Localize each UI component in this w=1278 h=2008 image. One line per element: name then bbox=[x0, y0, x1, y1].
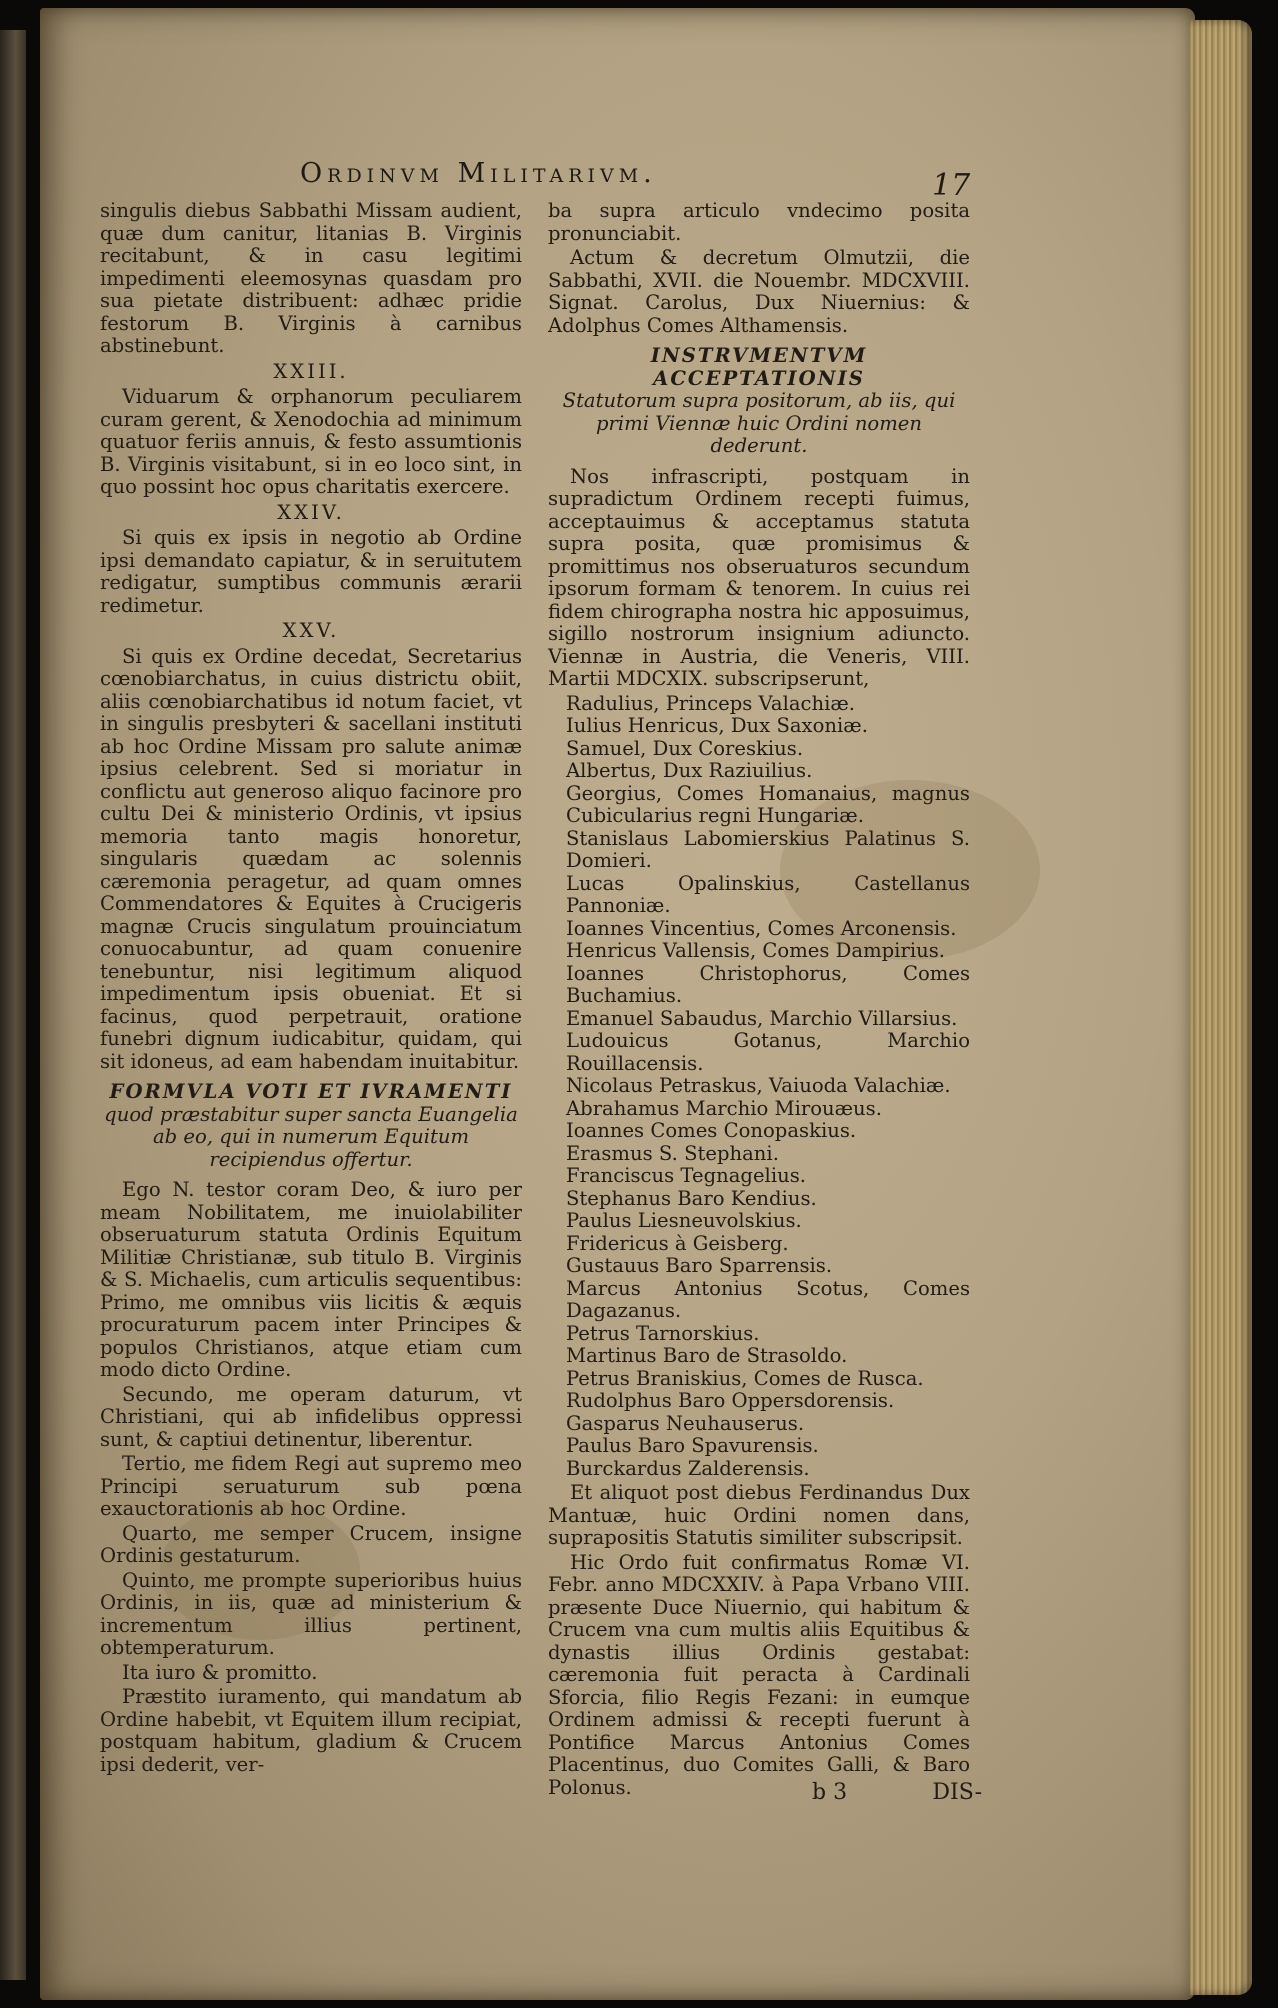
signatory-name: Paulus Liesneuvolskius. bbox=[566, 1209, 802, 1232]
signatory-name: Rudolphus Baro Oppersdorensis. bbox=[566, 1389, 895, 1412]
catchword: DIS- bbox=[932, 1780, 982, 1805]
previous-page-edge bbox=[0, 30, 26, 1980]
signatory-name: Marcus Antonius Scotus, Comes Dagazanus. bbox=[566, 1276, 970, 1322]
section-heading: INSTRVMENTVM ACCEPTATIONIS bbox=[650, 344, 868, 390]
running-title: Ordinvm Militarivm. bbox=[300, 158, 657, 189]
signatory-name: Burckardus Zalderensis. bbox=[566, 1456, 810, 1480]
page-footer bbox=[812, 1780, 982, 1805]
paragraph: Ego N. testor coram Deo, & iuro per meam Nobilitatem, me inuiolabiliter obseruaturum statuta Ordinis Equitum Militiæ Christianæ, sub titulo B. Virginis & S. Michaelis, cum articulis sequentibus: Primo, me omnibus viis licitis & æquis procuraturum pacem inter Principes & populos Christianos, atque etiam cum modo dicto Ordine. bbox=[100, 1178, 522, 1381]
section-heading: FORMVLA VOTI ET IVRAMENTI bbox=[109, 1080, 513, 1103]
section-subheading: quod præstabitur super sancta Euangelia ab eo, qui in numerum Equitum recipiendus offertur. bbox=[104, 1102, 518, 1171]
signatory-name: Ioannes Vincentius, Comes Arconensis. bbox=[566, 916, 957, 940]
signatory-list bbox=[548, 693, 970, 1481]
paragraph: Viduarum & orphanorum peculiarem curam gerent, & Xenodochia ad minimum quatuor feriis annuis, & festo assumtionis B. Virginis visitabunt, si in eo loco sint, in quo possint hoc opus charitatis exercere. bbox=[100, 385, 522, 498]
signatory-name: Lucas Opalinskius, Castellanus Pannoniæ. bbox=[566, 871, 970, 917]
paragraph: Si quis ex ipsis in negotio ab Ordine ipsi demandato capiatur, & in seruitutem redigatur, sumptibus communis ærarii redimetur. bbox=[100, 526, 522, 617]
article-number: XXIV. bbox=[277, 500, 345, 524]
signatory-name: Abrahamus Marchio Mirouæus. bbox=[566, 1096, 882, 1120]
paragraph: Ita iuro & promitto. bbox=[122, 1660, 318, 1684]
article-number: XXIII. bbox=[273, 359, 349, 383]
signatory-name: Nicolaus Petraskus, Vaiuoda Valachiæ. bbox=[566, 1074, 951, 1097]
left-column bbox=[100, 200, 522, 1778]
signatory-name: Fridericus à Geisberg. bbox=[566, 1231, 789, 1255]
signatory-name: Stanislaus Labomierskius Palatinus S. Domieri. bbox=[566, 826, 970, 872]
article-number: XXV. bbox=[282, 619, 340, 642]
paragraph: Tertio, me fidem Regi aut supremo meo Principi seruaturum sub pœna exauctorationis ab hoc Ordine. bbox=[100, 1452, 522, 1520]
signatory-name: Stephanus Baro Kendius. bbox=[566, 1186, 817, 1210]
signatory-name: Ludouicus Gotanus, Marchio Rouillacensis. bbox=[566, 1029, 970, 1075]
right-column bbox=[548, 200, 970, 1801]
signatory-name: Franciscus Tegnagelius. bbox=[566, 1164, 806, 1187]
signatory-name: Henricus Vallensis, Comes Dampirius. bbox=[566, 939, 945, 962]
signatory-name: Gasparus Neuhauserus. bbox=[566, 1411, 805, 1435]
signatory-name: Petrus Tarnorskius. bbox=[566, 1321, 760, 1345]
signatory-name: Gustauus Baro Sparrensis. bbox=[566, 1254, 833, 1277]
signatory-name: Radulius, Princeps Valachiæ. bbox=[566, 691, 856, 715]
page-number: 17 bbox=[932, 168, 971, 203]
paragraph: Nos infrascripti, postquam in supradictum Ordinem recepti fuimus, acceptauimus & acceptamus statuta supra posita, quæ promisimus & promittimus nos obseruaturos secundum ipsorum formam & tenorem. In cuius rei fidem chirographa nostra hic apposuimus, sigillo nostrorum insignium adiuncto. Viennæ in Austria, die Veneris, VIII. Martii MDCXIX. subscripserunt, bbox=[548, 464, 970, 690]
paragraph: Præstito iuramento, qui mandatum ab Ordine habebit, vt Equitem illum recipiat, postquam habitum, gladium & Crucem ipsi dederit, ver- bbox=[100, 1685, 522, 1776]
signatory-name: Samuel, Dux Coreskius. bbox=[566, 736, 804, 760]
signatory-name: Ioannes Christophorus, Comes Buchamius. bbox=[566, 961, 970, 1007]
signatory-name: Petrus Braniskius, Comes de Rusca. bbox=[566, 1366, 924, 1390]
signatory-name: Georgius, Comes Homanaius, magnus Cubicularius regni Hungariæ. bbox=[566, 781, 970, 827]
signatory-name: Martinus Baro de Strasoldo. bbox=[566, 1344, 848, 1367]
signatory-name: Albertus, Dux Raziuilius. bbox=[566, 759, 813, 782]
paragraph: Si quis ex Ordine decedat, Secretarius cœnobiarchatus, in cuius districtu obiit, aliis cœnobiarchatibus id notum faciet, vt in singulis presbyteri & sacellani instituti ab hoc Ordine Missam pro salute animæ ipsius celebrent. Sed si moriatur in conflictu aut generoso aliquo facinore pro cultu Dei & ministerio Ordinis, vt ipsius memoria tanto magis honoretur, singularis quædam ac solennis cæremonia peragetur, ad quam omnes Commendatores & Equites à Crucigeris magnæ Crucis singulatum prouinciatum conuocabuntur, ad quam conuenire tenebuntur, nisi legitimum aliquod impedimentum ipsis obueniat. Et si facinus, quod perpetrauit, oratione funebri dignum iudicabitur, quidam, qui sit idoneus, ad eam habendam inuitabitur. bbox=[100, 644, 522, 1073]
signatory-name: Ioannes Comes Conopaskius. bbox=[566, 1119, 857, 1142]
paragraph: Hic Ordo fuit confirmatus Romæ VI. Febr. anno MDCXXIV. à Papa Vrbano VIII. præsente Duce Niuernio, qui habitum & Crucem vna cum multis aliis Equitibus & dynastis illius Ordinis gestabat: cæremonia fuit peracta à Cardinali Sforcia, filio Regis Fezani: in eumque Ordinem admissi & recepti fuerunt à Pontifice Marcus Antonius Comes Placentinus, duo Comites Galli, & Baro Polonus. bbox=[548, 1550, 970, 1799]
paragraph: Actum & decretum Olmutzii, die Sabbathi, XVII. die Nouembr. MDCXVIII. Signat. Carolus, Dux Niuernius: & Adolphus Comes Althamensis. bbox=[548, 246, 970, 337]
paragraph: Et aliquot post diebus Ferdinandus Dux Mantuæ, huic Ordini nomen dans, suprapositis Statutis similiter subscripsit. bbox=[548, 1481, 970, 1549]
paragraph: Secundo, me operam daturum, vt Christiani, qui ab infidelibus oppressi sunt, & captiui detinentur, liberentur. bbox=[100, 1382, 522, 1451]
paragraph: singulis diebus Sabbathi Missam audient, quæ dum canitur, litanias B. Virginis recitabunt, & in casu legitimi impedimenti eleemosynas quasdam pro sua pietate distribuent: adhæc pridie festorum B. Virginis à carnibus abstinebunt. bbox=[100, 199, 522, 357]
paragraph: Quinto, me prompte superioribus huius Ordinis, in iis, quæ ad ministerium & incrementum illius pertinent, obtemperaturum. bbox=[100, 1568, 522, 1659]
paragraph: ba supra articulo vndecimo posita pronunciabit. bbox=[548, 199, 970, 245]
signatory-name: Emanuel Sabaudus, Marchio Villarsius. bbox=[566, 1006, 958, 1030]
page-fore-edge bbox=[1190, 20, 1252, 1995]
signatory-name: Erasmus S. Stephani. bbox=[566, 1141, 779, 1165]
section-subheading: Statutorum supra positorum, ab iis, qui primi Viennæ huic Ordini nomen dederunt. bbox=[562, 389, 956, 457]
signatory-name: Iulius Henricus, Dux Saxoniæ. bbox=[566, 714, 868, 737]
signature-mark: b 3 bbox=[812, 1780, 848, 1805]
signatory-name: Paulus Baro Spavurensis. bbox=[566, 1434, 819, 1457]
paragraph: Quarto, me semper Crucem, insigne Ordinis gestaturum. bbox=[100, 1521, 522, 1567]
